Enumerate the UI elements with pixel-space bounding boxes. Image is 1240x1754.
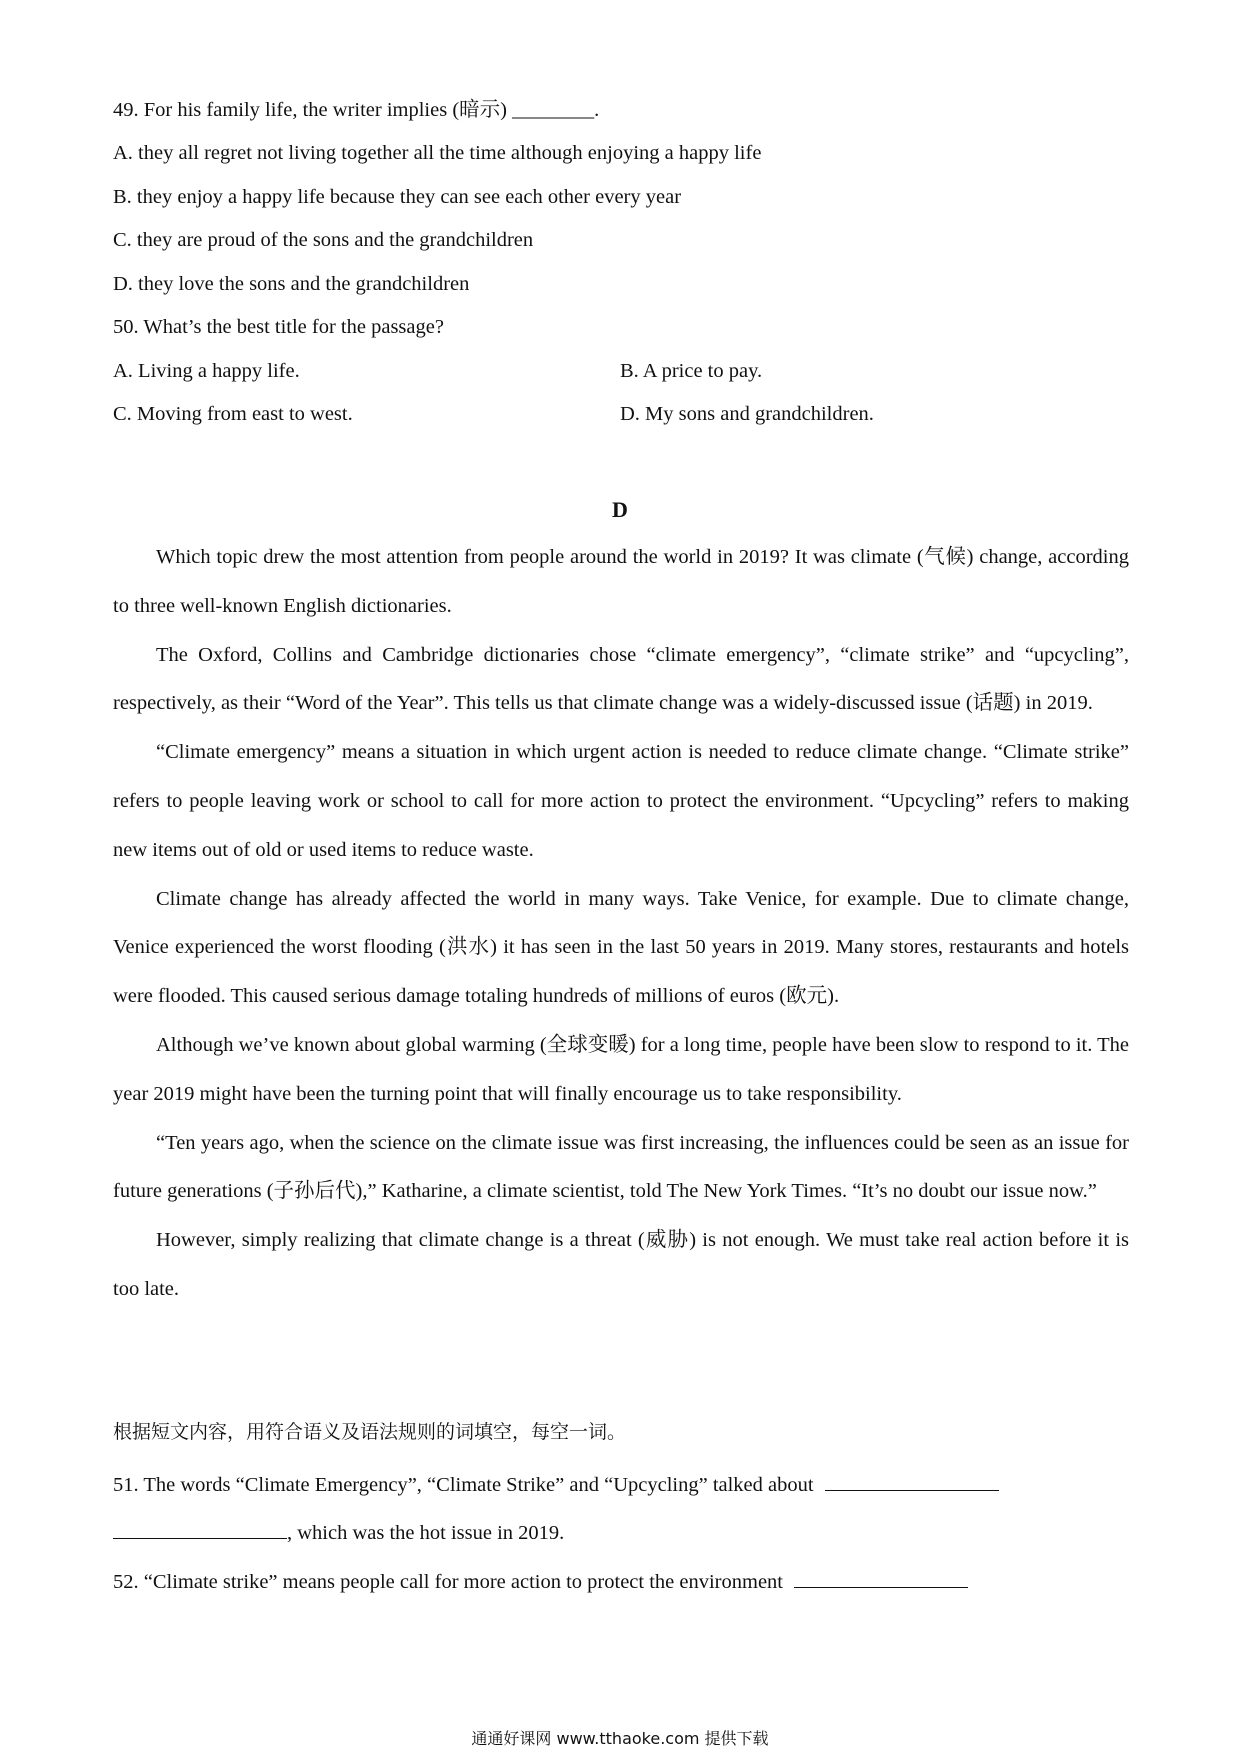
- question-51-line-1: [113, 1471, 999, 1499]
- passage-paragraph: Although we’ve known about global warming (全球变暖) for a long time, people have been slow to respond to it. The year 2019 might have been the turning point that will finally encourage us to take responsibility.: [113, 1033, 1129, 1105]
- question-50-option-a: A. Living a happy life.: [113, 360, 300, 382]
- question-49-option-c: C. they are proud of the sons and the grandchildren: [113, 229, 534, 251]
- question-49-stem: 49. For his family life, the writer implies (暗示) ________.: [113, 99, 600, 121]
- fill-in-instruction: 根据短文内容，用符合语义及语法规则的词填空，每空一词。: [113, 1421, 627, 1443]
- question-50-option-b: B. A price to pay.: [620, 360, 763, 382]
- question-50-option-d: D. My sons and grandchildren.: [620, 403, 874, 425]
- question-51-text: 51. The words “Climate Emergency”, “Climate Strike” and “Upcycling” talked about: [113, 1474, 814, 1496]
- reading-passage: [113, 533, 1129, 1314]
- passage-paragraph: However, simply realizing that climate change is a threat (威胁) is not enough. We must take real action before it is too late.: [113, 1229, 1129, 1300]
- answer-blank[interactable]: [113, 1520, 287, 1539]
- question-52-line: [113, 1568, 968, 1596]
- question-51-text-end: , which was the hot issue in 2019.: [287, 1522, 565, 1544]
- question-49-option-b: B. they enjoy a happy life because they can see each other every year: [113, 186, 682, 208]
- passage-paragraph: “Climate emergency” means a situation in which urgent action is needed to reduce climate change. “Climate strike” refers to people leaving work or school to call for more action to protect the environment. “Upcycling” refers to making new items out of old or used items to reduce waste.: [113, 741, 1129, 861]
- passage-paragraph: Climate change has already affected the world in many ways. Take Venice, for example. Due to climate change, Venice experienced the worst flooding (洪水) it has seen in the last 50 years in 2019. Many stores, restaurants and hotels were flooded. This caused serious damage totaling hundreds of millions of euros (欧元).: [113, 887, 1129, 1008]
- answer-blank[interactable]: [794, 1569, 968, 1588]
- question-51-line-2: [113, 1519, 564, 1547]
- page-footer: 通通好课网 www.tthaoke.com 提供下载: [471, 1729, 769, 1748]
- question-49-option-a: A. they all regret not living together all the time although enjoying a happy life: [113, 142, 762, 164]
- question-50-option-c: C. Moving from east to west.: [113, 403, 353, 425]
- question-52-text: 52. “Climate strike” means people call for more action to protect the environment: [113, 1571, 784, 1593]
- passage-paragraph: Which topic drew the most attention from people around the world in 2019? It was climate (气候) change, according to three well-known English dictionaries.: [113, 546, 1129, 617]
- passage-paragraph: “Ten years ago, when the science on the climate issue was first increasing, the influences could be seen as an issue for future generations (子孙后代),” Katharine, a climate scientist, told The New York Times. “It’s no doubt our issue now.”: [113, 1131, 1129, 1203]
- passage-paragraph: The Oxford, Collins and Cambridge dictionaries chose “climate emergency”, “climate strike” and “upcycling”, respectively, as their “Word of the Year”. This tells us that climate change was a widely-discussed issue (话题) in 2019.: [113, 643, 1129, 715]
- question-49-option-d: D. they love the sons and the grandchildren: [113, 273, 470, 295]
- answer-blank[interactable]: [825, 1472, 999, 1491]
- section-heading: D: [612, 497, 628, 522]
- question-50-stem: 50. What’s the best title for the passage?: [113, 316, 444, 338]
